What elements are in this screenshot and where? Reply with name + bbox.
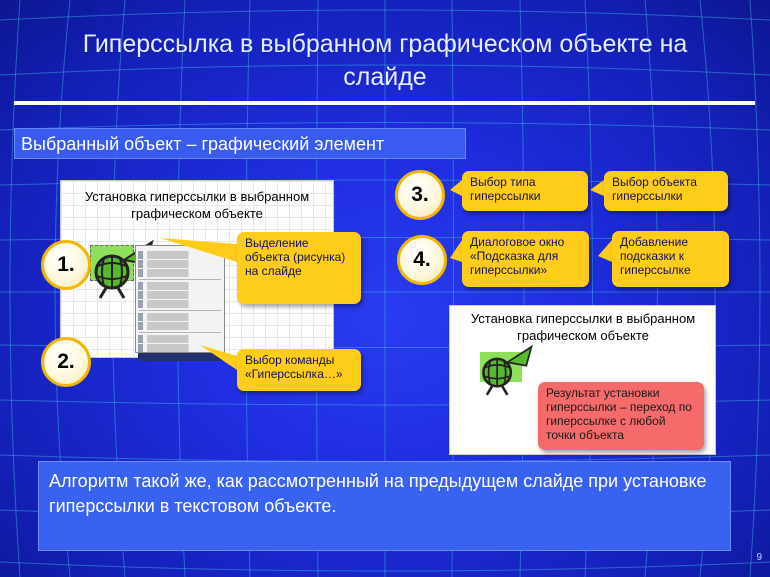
slide-title: Гиперссылка в выбранном графическом объекте на слайде xyxy=(82,30,688,91)
right-panel-title: Установка гиперссылки в выбранном графическом объекте xyxy=(470,311,696,343)
callout-select-object: Выделение объекта (рисунка) на слайде xyxy=(237,232,361,304)
step-1-badge: 1. xyxy=(41,240,91,290)
callout-result: Результат установки гиперссылки – переход по гиперссылке с любой точки объекта xyxy=(538,382,704,450)
left-panel-title: Установка гиперссылки в выбранном графическом объекте xyxy=(84,189,310,221)
callout-choose-object: Выбор объекта гиперссылки xyxy=(604,171,728,211)
subtitle: Выбранный объект – графический элемент xyxy=(14,128,466,159)
callout-add-hint: Добавление подсказки к гиперссылке xyxy=(612,231,729,287)
step-3-badge: 3. xyxy=(395,170,445,220)
globe-rocket-icon[interactable] xyxy=(472,340,542,400)
step-2-badge: 2. xyxy=(41,337,91,387)
callout-dialog: Диалоговое окно «Подсказка для гиперссылки» xyxy=(462,231,589,287)
callout-choose-type: Выбор типа гиперссылки xyxy=(462,171,588,211)
callout-choose-command: Выбор команды «Гиперссылка…» xyxy=(237,349,361,391)
step-4-badge: 4. xyxy=(397,235,447,285)
summary-text: Алгоритм такой же, как рассмотренный на предыдущем слайде при установке гиперссылки в текстовом объекте. xyxy=(38,461,731,551)
page-number: 9 xyxy=(756,552,762,563)
